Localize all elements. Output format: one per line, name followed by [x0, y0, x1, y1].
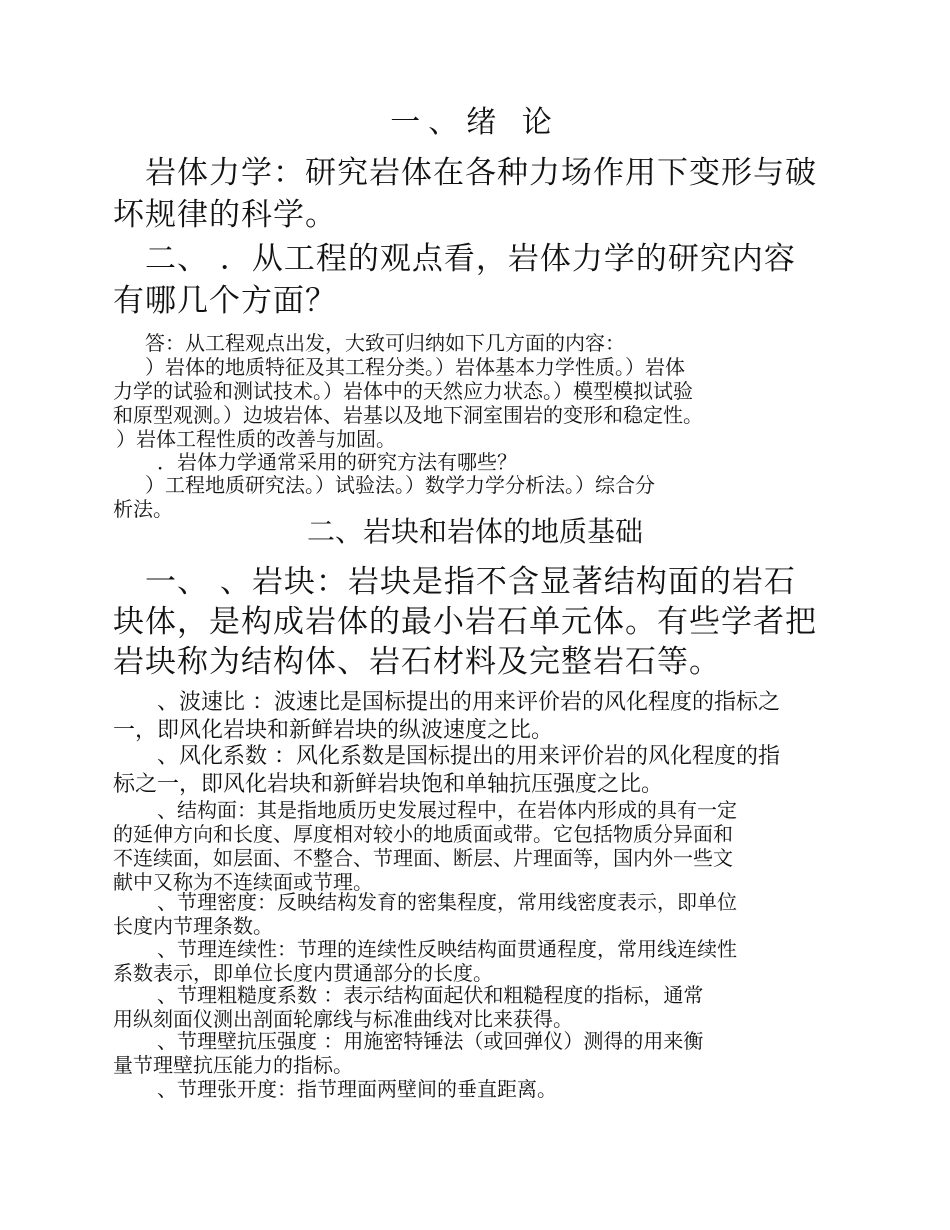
term-joint-continuity-line-1: 、节理连续性：节理的连续性反映结构面贯通程度，常用线连续性 [157, 937, 737, 961]
term-weathering-line-2: 标之一，即风化岩块和新鲜岩块饱和单轴抗压强度之比。 [113, 772, 664, 797]
term-jcs-line-2: 量节理壁抗压能力的指标。 [113, 1053, 353, 1077]
definition-line-2: 坏规律的科学。 [113, 197, 337, 233]
answer1-line-4: 和原型观测。）边坡岩体、岩基以及地下洞室围岩的变形和稳定性。 [113, 403, 703, 427]
term-weathering-line-1: 、风化系数 ：风化系数是国标提出的用来评价岩的风化程度的指 [157, 744, 780, 769]
section2-title: 二、岩块和岩体的地质基础 [306, 515, 643, 548]
term-wave-ratio-line-2: 一，即风化岩块和新鲜岩块的纵波速度之比。 [113, 718, 554, 743]
answer1-line-5: ）岩体工程性质的改善与加固。 [116, 427, 396, 451]
answer2-line-1: ）工程地质研究法。）试验法。）数学力学分析法。）综合分 [145, 473, 655, 497]
term-structural-plane-line-1: 、结构面：其是指地质历史发展过程中，在岩体内形成的具有一定 [157, 798, 737, 822]
term-structural-plane-line-2: 的延伸方向和长度、厚度相对较小的地质面或带。它包括物质分异面和 [113, 822, 733, 846]
rock-block-line-1: 一、 、岩块：岩块是指不含显著结构面的岩石 [145, 564, 796, 600]
term-joint-continuity-line-2: 系数表示，即单位长度内贯通部分的长度。 [113, 961, 493, 985]
rock-block-line-2: 块体，是构成岩体的最小岩石单元体。有些学者把 [113, 604, 817, 640]
term-joint-density-line-1: 、节理密度：反映结构发育的密集程度，常用线密度表示，即单位 [157, 890, 737, 914]
term-structural-plane-line-3: 不连续面，如层面、不整合、节理面、断层、片理面等，国内外一些文 [113, 846, 733, 870]
question2-line: ．岩体力学通常采用的研究方法有哪些？ [157, 450, 517, 474]
term-jcs-line-1: 、节理壁抗压强度 ：用施密特锤法（或回弹仪）测得的用来衡 [157, 1029, 704, 1053]
question1-line-1: 二、 ．从工程的观点看，岩体力学的研究内容 [145, 241, 796, 277]
answer1-line-3: 力学的试验和测试技术。）岩体中的天然应力状态。）模型模拟试验 [113, 379, 693, 403]
term-joint-density-line-2: 长度内节理条数。 [113, 914, 273, 938]
term-wave-ratio-line-1: 、波速比 ：波速比是国标提出的用来评价岩的风化程度的指标之 [157, 690, 780, 715]
term-structural-plane-line-4: 献中又称为不连续面或节理。 [113, 870, 373, 894]
term-jrc-line-2: 用纵刻面仪测出剖面轮廓线与标准曲线对比来获得。 [113, 1007, 573, 1031]
answer1-line-2: ）岩体的地质特征及其工程分类。）岩体基本力学性质。）岩体 [145, 355, 685, 379]
answer2-line-2: 析法。 [113, 497, 173, 521]
term-jrc-line-1: 、节理粗糙度系数 ：表示结构面起伏和粗糙程度的指标，通常 [157, 983, 704, 1007]
definition-line-1: 岩体力学：研究岩体在各种力场作用下变形与破 [145, 155, 817, 191]
question1-line-2: 有哪几个方面？ [113, 283, 337, 319]
rock-block-line-3: 岩块称为结构体、岩石材料及完整岩石等。 [113, 644, 721, 680]
section1-title: 一、绪 论 [390, 105, 560, 140]
answer1-line-1: 答：从工程观点出发，大致可归纳如下几方面的内容： [145, 331, 625, 355]
term-joint-aperture-line: 、节理张开度：指节理面两壁间的垂直距离。 [157, 1077, 557, 1101]
